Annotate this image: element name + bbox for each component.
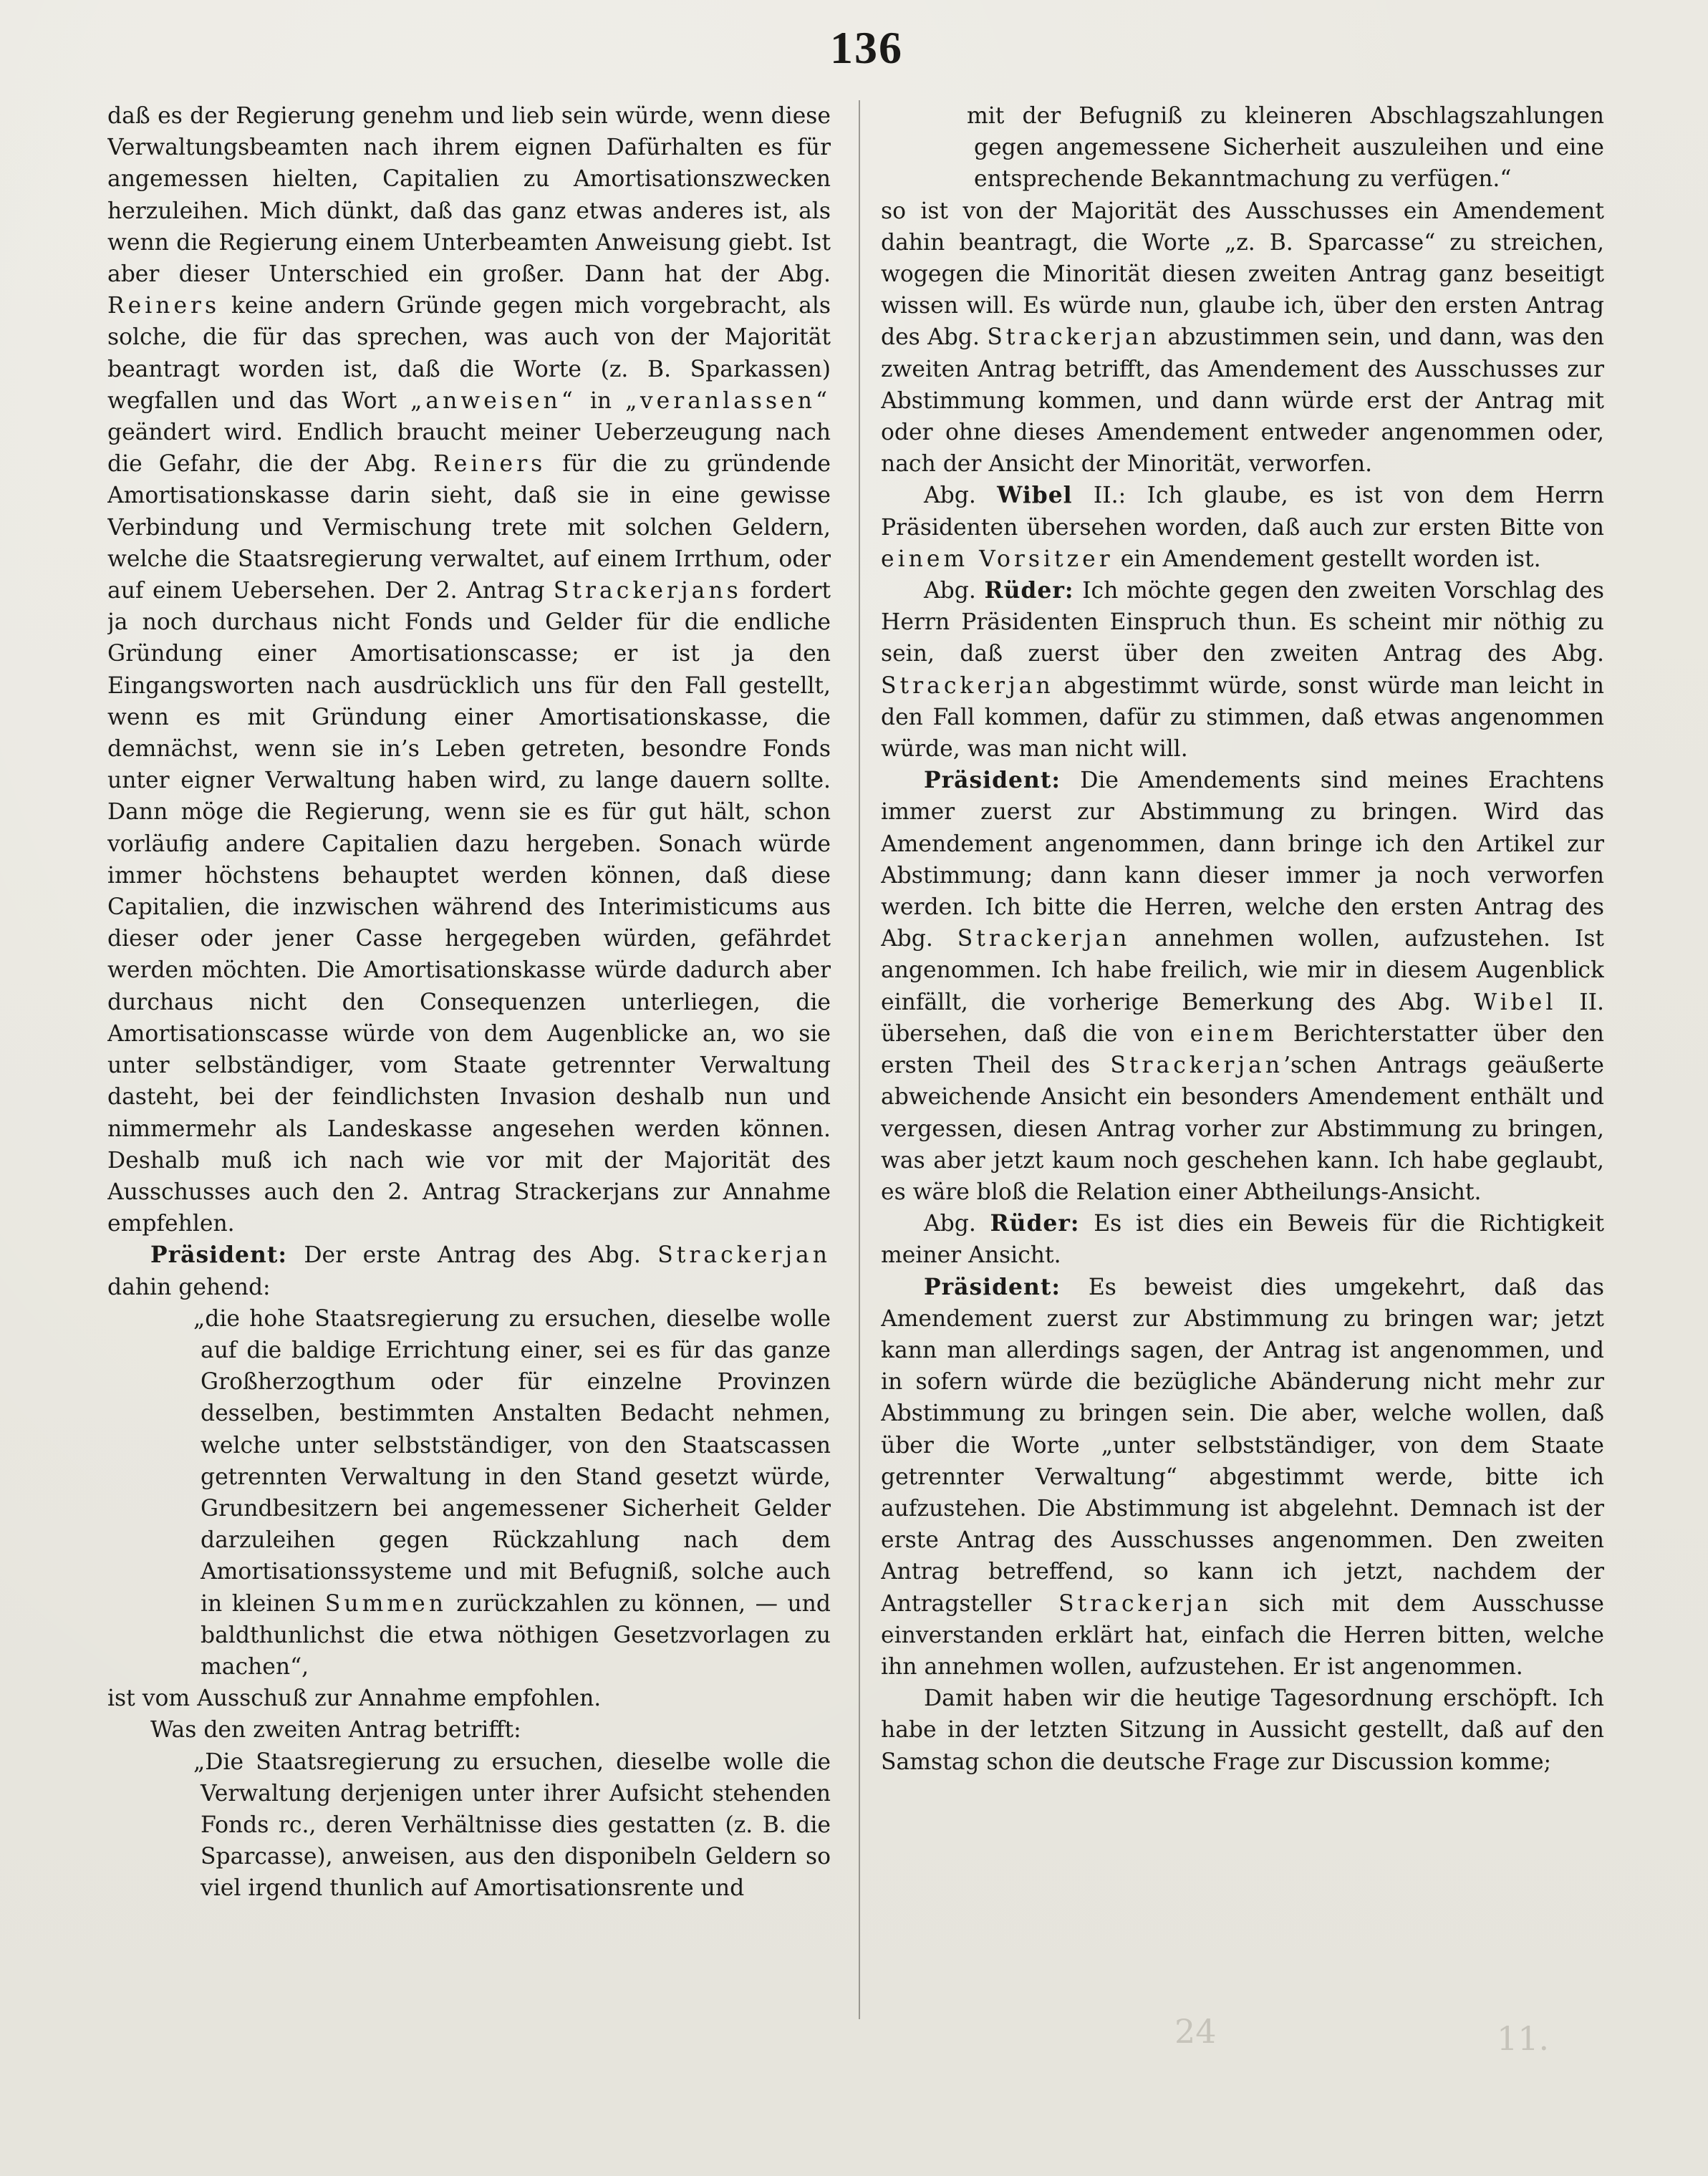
text-run: für die zu gründende Amortisationskasse darin sieht, daß sie in eine gewisse Verbindung und Vermischung trete mit solchen Geldern, welche die Staatsregierung verwaltet, auf einem Irrthum, oder auf einem Uebersehen. Der 2. Antrag [107, 451, 831, 604]
text-run: Abg. [924, 578, 985, 604]
text-run: dahin gehend: [107, 1274, 271, 1300]
spaced-name: einem Vorsitzer [881, 546, 1114, 572]
text-run: „die hohe Staatsregierung zu ersuchen, dieselbe wolle auf die baldige Errichtung einer, sei es für das ganze Großherzogthum oder für einzelne Provinzen desselben, bestimmten Anstalten Bedacht nehmen, welche unter selbstständiger, von den Staatscassen getrennten Verwaltung in den Stand gesetzt würde, Grundbesitzern bei angemessener Sicherheit Gelder darzuleihen gegen Rückzahlung nach dem Amortisationssysteme und mit Befugniß, solche auch in kleinen [193, 1305, 831, 1617]
text-run: ist vom Ausschuß zur Annahme empfohlen. [107, 1686, 602, 1712]
paragraph [107, 1303, 831, 1683]
spaced-name: Strackerjan [1110, 1053, 1284, 1079]
text-run: Was den zweiten Antrag betrifft: [150, 1717, 521, 1744]
paragraph [881, 1208, 1604, 1271]
paragraph [881, 765, 1604, 1208]
speaker-name: Präsident: [150, 1242, 287, 1269]
text-run: daß es der Regierung genehm und lieb sein würde, wenn diese Verwaltungsbeamten nach ihrem eignen Dafürhalten es für angemessen hielten, Capitalien zu Amortisationszwecken herzuleihen. Mich dünkt, daß das ganz etwas anderes ist, als wenn die Regierung einem Unterbeamten Anweisung giebt. Ist aber dieser Unterschied ein großer. Dann hat der Abg. [107, 103, 831, 288]
text-run: so ist von der Majorität des Ausschusses ein Amendement dahin beantragt, die Worte „z. B. Sparcasse“ zu streichen, wogegen die Minorität diesen zweiten Antrag ganz beseitigt wissen will. Es würde nun, glaube ich, über den ersten Antrag des Abg. [881, 198, 1604, 351]
text-run: Berichterstatter über den ersten Theil des [881, 1020, 1604, 1079]
text-run: „Die Staatsregierung zu ersuchen, dieselbe wolle die Verwaltung derjenigen unter ihrer Aufsicht stehenden Fonds rc., deren Verhältnisse dies gestatten (z. B. die Sparcasse), anweisen, aus den disponibeln Geldern so viel irgend thunlich auf Amortisationsrente und [193, 1749, 831, 1902]
paragraph [881, 100, 1604, 195]
right-column [881, 100, 1604, 2034]
paragraph [107, 1239, 831, 1302]
paragraph [107, 1683, 831, 1714]
speaker-name: Präsident: [924, 768, 1061, 794]
paragraph [881, 1683, 1604, 1778]
text-run: geändert wird. Endlich braucht meiner Ueberzeugung nach die Gefahr, die der Abg. [107, 420, 831, 478]
spaced-name: „anweisen“ [410, 387, 576, 414]
text-run: abzustimmen sein, und dann, was den zweiten Antrag betrifft, das Amendement des Ausschusses zur Abstimmung kommen, und dann würde erst der Antrag mit oder ohne dieses Amendement entweder angenommen oder, nach der Ansicht der Minorität, verworfen. [881, 324, 1604, 478]
text-run: II. übersehen, daß die von [881, 989, 1604, 1047]
text-run: Die Amendements sind meines Erachtens immer zuerst zur Abstimmung zu bringen. Wird das Amendement angenommen, dann bringe ich den Artikel zur Abstimmung; dann kann dieser immer ja noch verworfen werden. Ich bitte die Herren, welche den ersten Antrag des Abg. [881, 768, 1604, 952]
paragraph [881, 480, 1604, 575]
spaced-name: Strackerjan [1058, 1590, 1232, 1617]
spaced-name: Reiners [107, 293, 221, 319]
spaced-name: Strackerjan [881, 672, 1054, 699]
text-run: keine andern Gründe gegen mich vorgebracht, als solche, die für das sprechen, was auch von der Majorität beantragt worden ist, daß die Worte (z. B. Sparkassen) wegfallen und das Wort [107, 293, 831, 414]
left-column [107, 100, 831, 2034]
text-run: ’schen Antrags geäußerte abweichende Ansicht ein besonders Amendement enthält und vergessen, diesen Antrag vorher zur Abstimmung zu bringen, was aber jetzt kaum noch geschehen kann. Ich habe geglaubt, es wäre bloß die Relation einer Abtheilungs-Ansicht. [881, 1053, 1604, 1205]
text-run: Abg. [924, 1211, 990, 1237]
column-divider [859, 100, 860, 2019]
text-run: Damit haben wir die heutige Tagesordnung erschöpft. Ich habe in der letzten Sitzung in Aussicht gestellt, daß auf den Samstag schon die deutsche Frage zur Discussion komme; [881, 1686, 1604, 1775]
spaced-name: einem [1190, 1020, 1278, 1047]
spaced-name: „veranlassen“ [625, 387, 831, 414]
spaced-name: Summen [324, 1590, 447, 1617]
text-run: II.: Ich glaube, es ist von dem Herrn Präsidenten übersehen worden, daß auch zur ersten Bitte von [881, 483, 1604, 541]
paragraph [881, 195, 1604, 480]
paragraph [107, 1714, 831, 1746]
spaced-name: Strackerjan [657, 1242, 831, 1269]
text-run: sich mit dem Ausschusse einverstanden erklärt hat, einfach die Herren bitten, welche ihn annehmen wollen, aufzustehen. Er ist angenommen. [881, 1590, 1604, 1680]
text-run: Es ist dies ein Beweis für die Richtigkeit meiner Ansicht. [881, 1211, 1604, 1269]
speaker-name: Rüder: [990, 1211, 1080, 1237]
spaced-name: Reiners [433, 451, 546, 478]
text-run: ein Amendement gestellt worden ist. [1113, 546, 1541, 572]
paragraph [107, 1746, 831, 1905]
text-run: fordert ja noch durchaus nicht Fonds und Gelder für die endliche Gründung einer Amortisationscasse; er ist ja den Eingangsworten nach ausdrücklich uns für den Fall gestellt, wenn es mit Gründung einer Amortisationskasse, die demnächst, wenn sie in’s Leben getreten, besondre Fonds unter eigner Verwaltung haben wird, zu lange dauern sollte. Dann möge die Regierung, wenn sie es für gut hält, schon vorläufig andere Capitalien dazu hergeben. Sonach würde immer höchstens behauptet werden können, daß diese Capitalien, die inzwischen während des Interimisticums aus dieser oder jener Casse hergegeben würden, gefährdet werden möchten. Die Amortisationskasse würde dadurch aber durchaus nicht den Consequenzen unterliegen, die Amortisationscasse würde von dem Augenblicke an, wo sie unter selbständiger, vom Staate getrennter Verwaltung dasteht, bei der feindlichsten Invasion deshalb nun und nimmermehr als Landeskasse angesehen werden können. Deshalb muß ich nach wie vor mit der Majorität des Ausschusses auch den 2. Antrag Strackerjans zur Annahme empfehlen. [107, 578, 831, 1237]
paragraph [881, 1272, 1604, 1683]
text-run: Es beweist dies umgekehrt, daß das Amendement zuerst zur Abstimmung zu bringen war; jetzt kann man allerdings sagen, der Antrag ist angenommen, und in sofern würde die bezügliche Abänderung nicht mehr zur Abstimmung zu bringen sein. Die aber, welche wollen, daß über die Worte „unter selbstständiger, von dem Staate getrennter Verwaltung“ abgestimmt werde, bitte ich aufzustehen. Die Abstimmung ist abgelehnt. Demnach ist der erste Antrag des Ausschusses angenommen. Den zweiten Antrag betreffend, so kann ich jetzt, nachdem der Antragsteller [881, 1274, 1604, 1617]
text-run: zurückzahlen zu können, — und baldthunlichst die etwa nöthigen Gesetzvorlagen zu machen“, [201, 1590, 831, 1680]
text-run: Der erste Antrag des Abg. [286, 1242, 658, 1269]
text-run: mit der Befugniß zu kleineren Abschlagszahlungen gegen angemessene Sicherheit auszuleihen und eine entsprechende Bekanntmachung zu verfügen.“ [967, 103, 1604, 193]
paragraph [107, 100, 831, 1239]
text-run: Ich möchte gegen den zweiten Vorschlag des Herrn Präsidenten Einspruch thun. Es scheint mir nöthig zu sein, daß zuerst über den zweiten Antrag des Abg. [881, 578, 1604, 667]
text-run: Abg. [924, 483, 998, 509]
speaker-name: Rüder: [984, 578, 1074, 604]
speaker-name: Präsident: [924, 1274, 1061, 1300]
spaced-name: Wibel [1473, 989, 1557, 1015]
bleed-through-number-right: 11. [1497, 2019, 1550, 2058]
text-run: abgestimmt würde, sonst würde man leicht in den Fall kommen, dafür zu stimmen, daß etwas angenommen würde, was man nicht will. [881, 672, 1604, 763]
bleed-through-number: 24 [1174, 2012, 1217, 2051]
speaker-name: Wibel [997, 483, 1073, 509]
paragraph [881, 575, 1604, 765]
spaced-name: Strackerjan [987, 324, 1161, 351]
page-number: 136 [830, 22, 903, 73]
spaced-name: Strackerjan [957, 926, 1131, 952]
spaced-name: Strackerjans [553, 578, 742, 604]
text-run: in [576, 387, 626, 414]
text-run: annehmen wollen, aufzustehen. Ist angenommen. Ich habe freilich, wie mir in diesem Augenblick einfällt, die vorherige Bemerkung des Abg. [881, 926, 1604, 1015]
